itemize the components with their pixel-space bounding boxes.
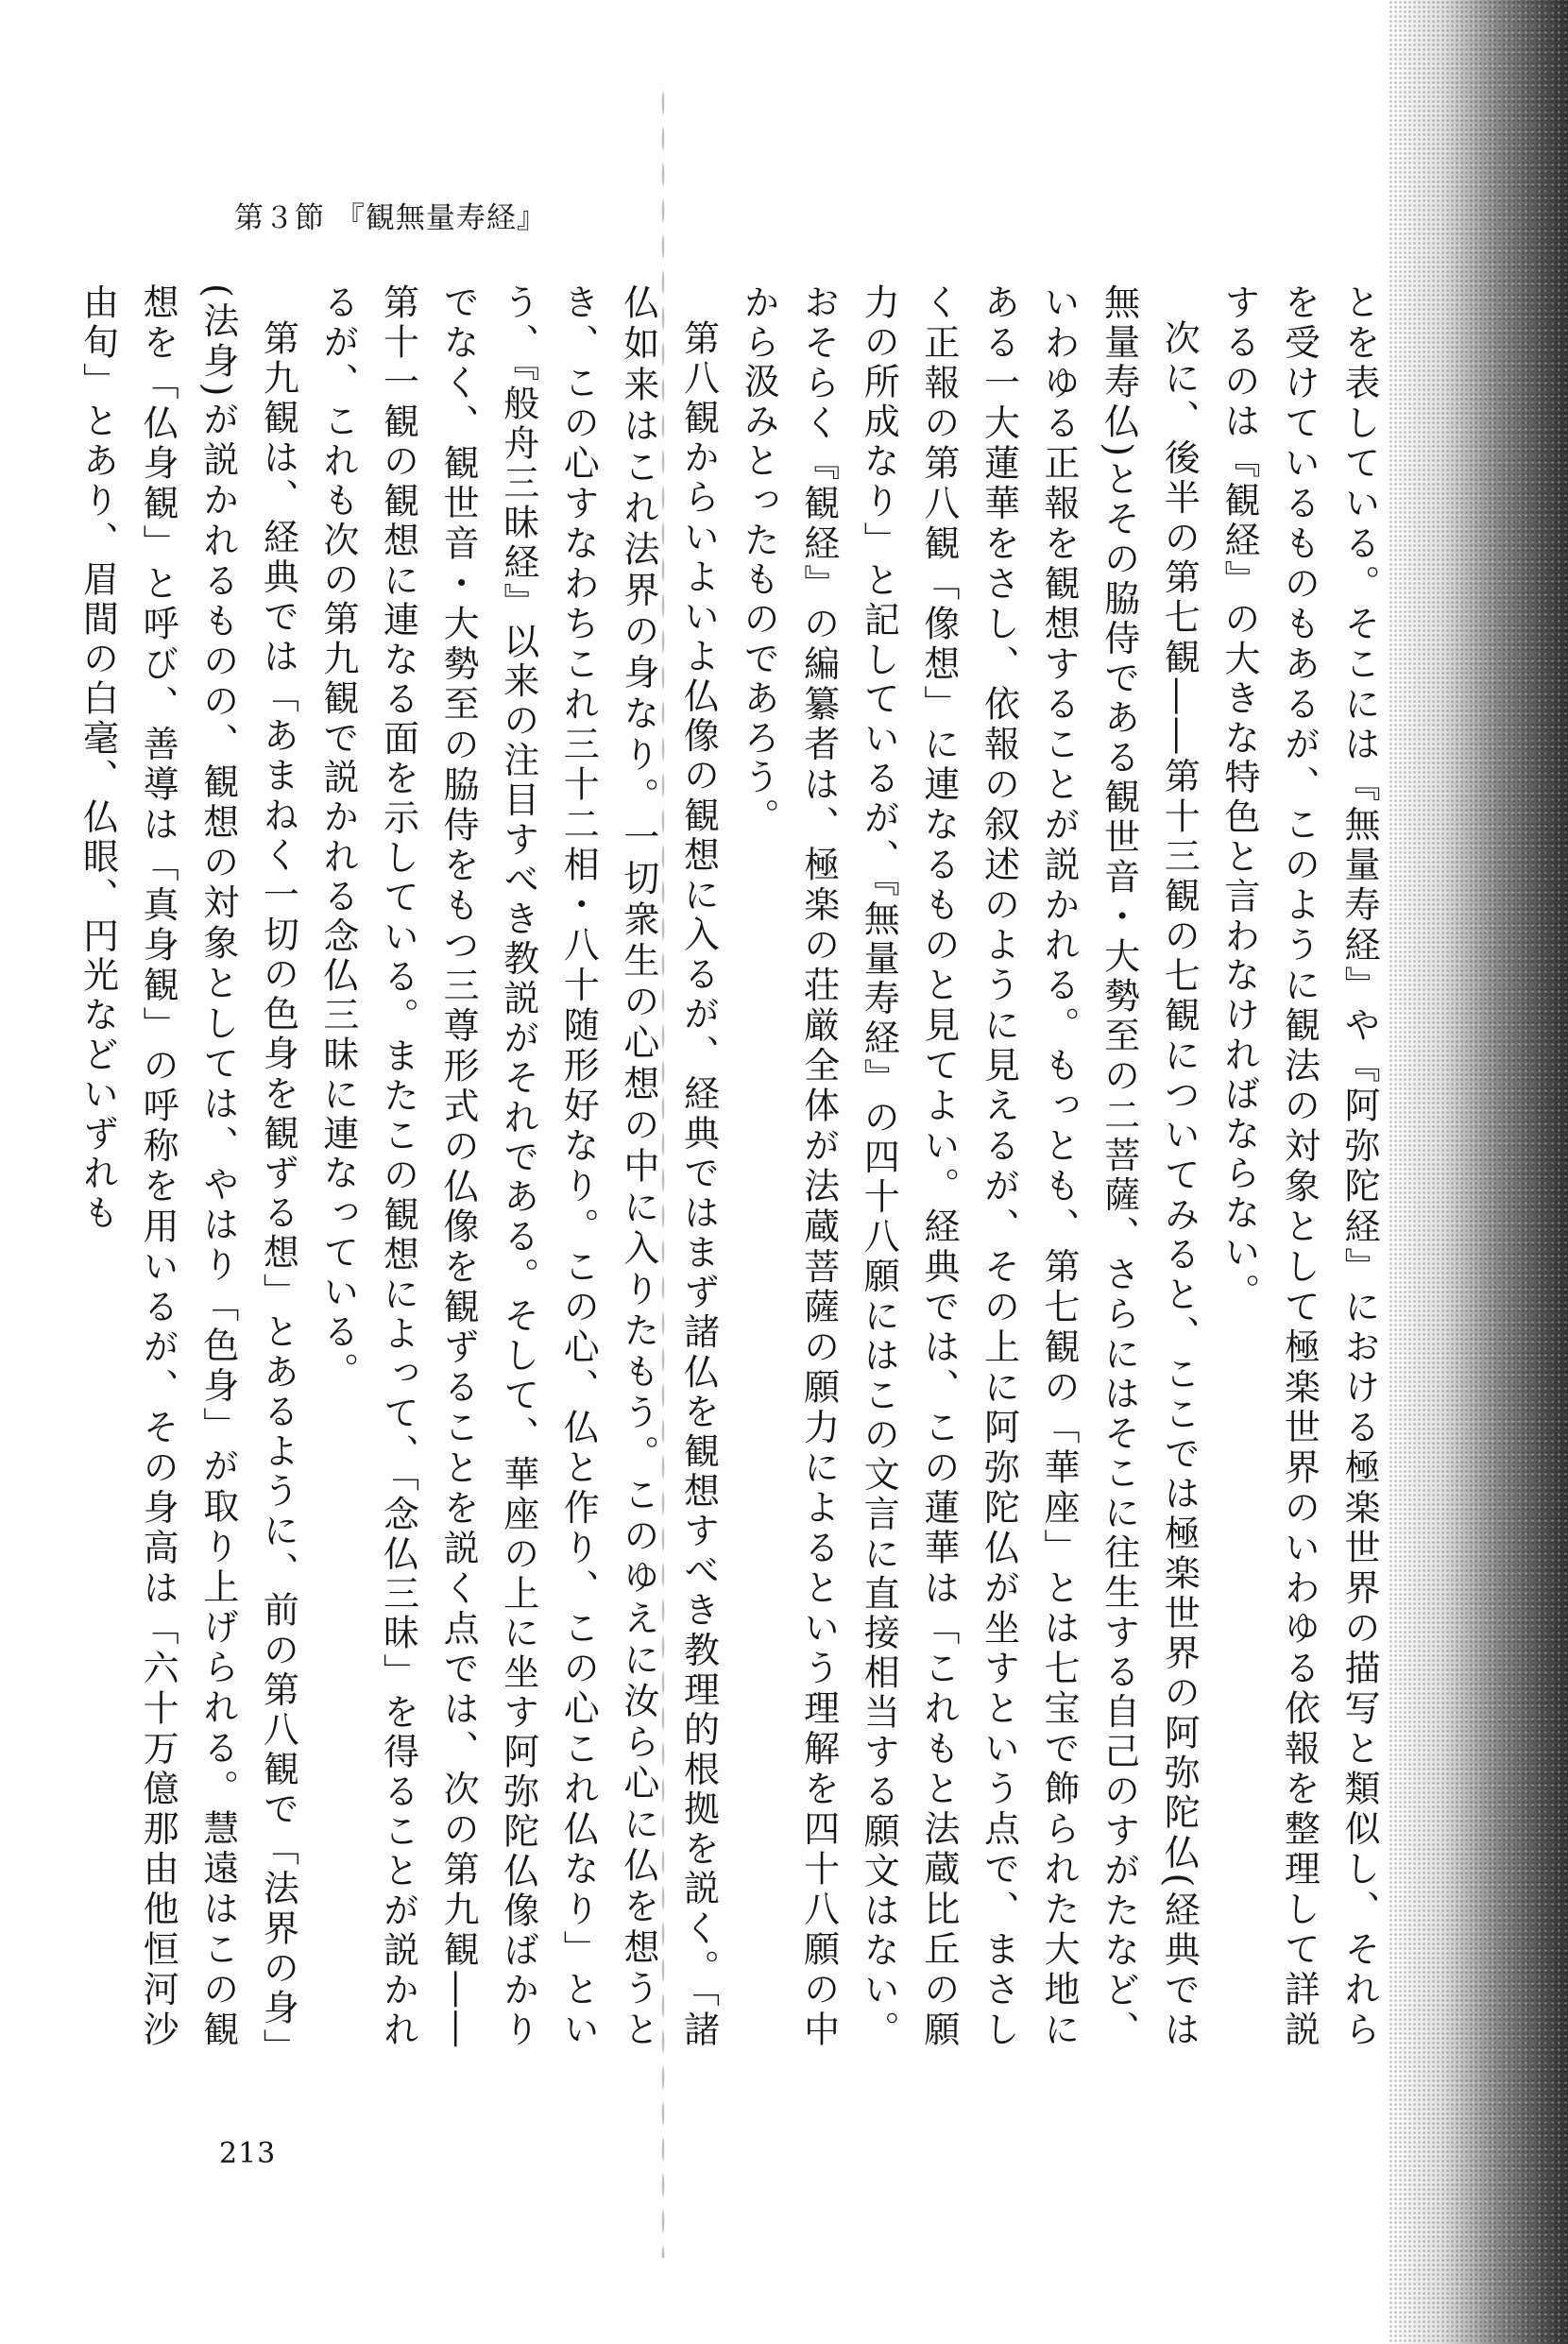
page-number: 213 (219, 2137, 277, 2170)
paragraph-1: とを表している。そこには『無量寿経』や『阿弥陀経』における極楽世界の描写と類似し、それらを受けているものもあるが、このように観法の対象として極楽世界のいわゆる依報を整理して詳説するのは『観経』の大きな特色と言わなければならない。 (1218, 283, 1380, 2050)
scan-gutter-noise (1389, 0, 1568, 2344)
paragraph-2: 次に、後半の第七観――第十三観の七観についてみると、ここでは極楽世界の阿弥陀仏(経典では無量寿仏)とその脇侍である観世音・大勢至の二菩薩、さらにはそこに往生する自己のすがたなど、いわゆる正報を観想することが説かれる。もっとも、第七観の「華座」とは七宝で飾られた大地にある一大蓮華をさし、依報の叙述のように見えるが、その上に阿弥陀仏が坐すという点で、まさしく正報の第八観「像想」に連なるものと見てよい。経典では、この蓮華は「これもと法蔵比丘の願力の所成なり」と記しているが、『無量寿経』の四十八願にはこの文言に直接相当する願文はない。おそらく『観経』の編纂者は、極楽の荘厳全体が法蔵菩薩の願力によるという理解を四十八願の中から汲みとったものであろう。 (738, 283, 1201, 2050)
vertical-body-text (77, 283, 1389, 2050)
running-head: 第３節 『観無量寿経』 (234, 201, 547, 235)
paragraph-4: 第九観は、経典では「あまねく一切の色身を観ずる想」とあるように、前の第八観で「法界の身」(法身)が説かれるものの、観想の対象としては、やはり「色身」が取り上げられる。慧遠はこの観想を「仏身観」と呼び、善導は「真身観」の呼称を用いるが、その身高は「六十万億那由他恒河沙由旬」とあり、眉間の白毫、仏眼、円光などいずれも (77, 283, 299, 2050)
paragraph-3: 第八観からいよいよ仏像の観想に入るが、経典ではまず諸仏を観想すべき教理的根拠を説く。「諸仏如来はこれ法界の身なり。一切衆生の心想の中に入りたもう。このゆえに汝ら心に仏を想うとき、この心すなわちこれ三十二相・八十随形好なり。この心、仏と作り、この心これ仏なり」という、『般舟三昧経』以来の注目すべき教説がそれである。そして、華座の上に坐す阿弥陀仏像ばかりでなく、観世音・大勢至の脇侍をもつ三尊形式の仏像を観ずることを説く点では、次の第九観――第十一観の観想に連なる面を示している。またこの観想によって、「念仏三昧」を得ることが説かれるが、これも次の第九観で説かれる念仏三昧に連なっている。 (316, 283, 720, 2050)
